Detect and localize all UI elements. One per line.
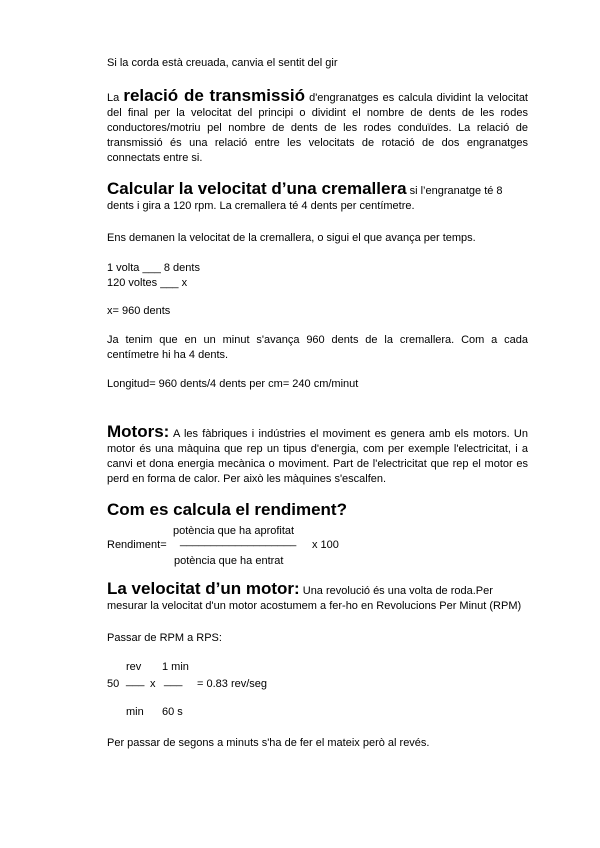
velocitat-motor-paragraph bbox=[107, 581, 528, 614]
motors-paragraph bbox=[107, 424, 528, 487]
conversion-result: = 0.83 rev/seg bbox=[197, 678, 268, 690]
rendiment-label: Rendiment= bbox=[107, 539, 167, 551]
x-result: x= 960 dents bbox=[107, 305, 171, 317]
minut-paragraph: Ja tenim que en un minut s'avança 960 dents de la cremallera. Com a cada centímetre hi ha 4 dents. bbox=[107, 334, 528, 361]
cremallera-paragraph bbox=[107, 181, 528, 214]
velocitat-motor-text: Una revolució és una volta de roda.Per mesurar la velocitat d'un motor acostumem a fer-ho en Revolucions Per Minut (RPM) bbox=[107, 585, 522, 612]
rendiment-heading: Com es calcula el rendiment? bbox=[107, 500, 347, 519]
rule-of-three bbox=[107, 261, 528, 291]
relacio-term: relació de transmissió bbox=[123, 86, 305, 105]
conversion-blank1: ___ bbox=[126, 675, 145, 687]
rendiment-denominator: potència que ha entrat bbox=[174, 555, 284, 567]
rendiment-numerator: potència que ha aprofitat bbox=[173, 525, 295, 537]
conversion-formula bbox=[107, 658, 528, 724]
conversion-op: x bbox=[150, 678, 156, 690]
conversion-num2: 1 min bbox=[162, 661, 189, 673]
relacio-text: d'engranatges es calcula dividint la velocitat del final per la velocitat del principi o dividint el nombre de dents de les rodes conductores/motriu pel nombre de dents de les rodes conduïdes. La relació de transmissió és una relació entre les velocitats de rotació de dos engranatges connectats entre si. bbox=[107, 92, 528, 164]
motors-heading: Motors: bbox=[107, 422, 170, 441]
rendiment-fraction-line: ___________________ bbox=[180, 535, 297, 547]
final-note: Per passar de segons a minuts s'ha de fer el mateix però al revés. bbox=[107, 737, 430, 749]
conversion-num1: rev bbox=[126, 661, 142, 673]
demanen-text: Ens demanen la velocitat de la cremallera, o sigui el que avança per temps. bbox=[107, 232, 476, 244]
relacio-prefix: La bbox=[107, 92, 120, 104]
motors-text: A les fàbriques i indústries el moviment es genera amb els motors. Un motor és una màquina que rep un tipus d'energia, com per exemple l'electricitat, i a canvi et dona energia mecànica o moviment. Part de l'electricitat que rep el motor es perd en forma de calor. Per això les màquines s'escalfen. bbox=[107, 428, 528, 485]
relacio-paragraph bbox=[107, 88, 528, 166]
cord-crossed-note: Si la corda està creuada, canvia el sentit del gir bbox=[107, 57, 338, 69]
conversion-den1: min bbox=[126, 706, 144, 718]
longitud-text: Longitud= 960 dents/4 dents per cm= 240 cm/minut bbox=[107, 378, 359, 390]
rendiment-times: x 100 bbox=[312, 539, 339, 551]
velocitat-motor-heading: La velocitat d’un motor: bbox=[107, 579, 300, 598]
cremallera-heading: Calcular la velocitat d’una cremallera bbox=[107, 179, 407, 198]
conversion-den2: 60 s bbox=[162, 706, 183, 718]
cremallera-text: si l’engranatge té 8 dents i gira a 120 rpm. La cremallera té 4 dents per centímetre. bbox=[107, 185, 503, 212]
rule-line-2: 120 voltes ___ x bbox=[107, 277, 188, 289]
rule-line-1: 1 volta ___ 8 dents bbox=[107, 262, 200, 274]
conversion-blank2: ___ bbox=[164, 675, 183, 687]
rendiment-formula bbox=[107, 520, 528, 570]
passar-rpm-rps: Passar de RPM a RPS: bbox=[107, 632, 222, 644]
conversion-lead: 50 bbox=[107, 678, 120, 690]
